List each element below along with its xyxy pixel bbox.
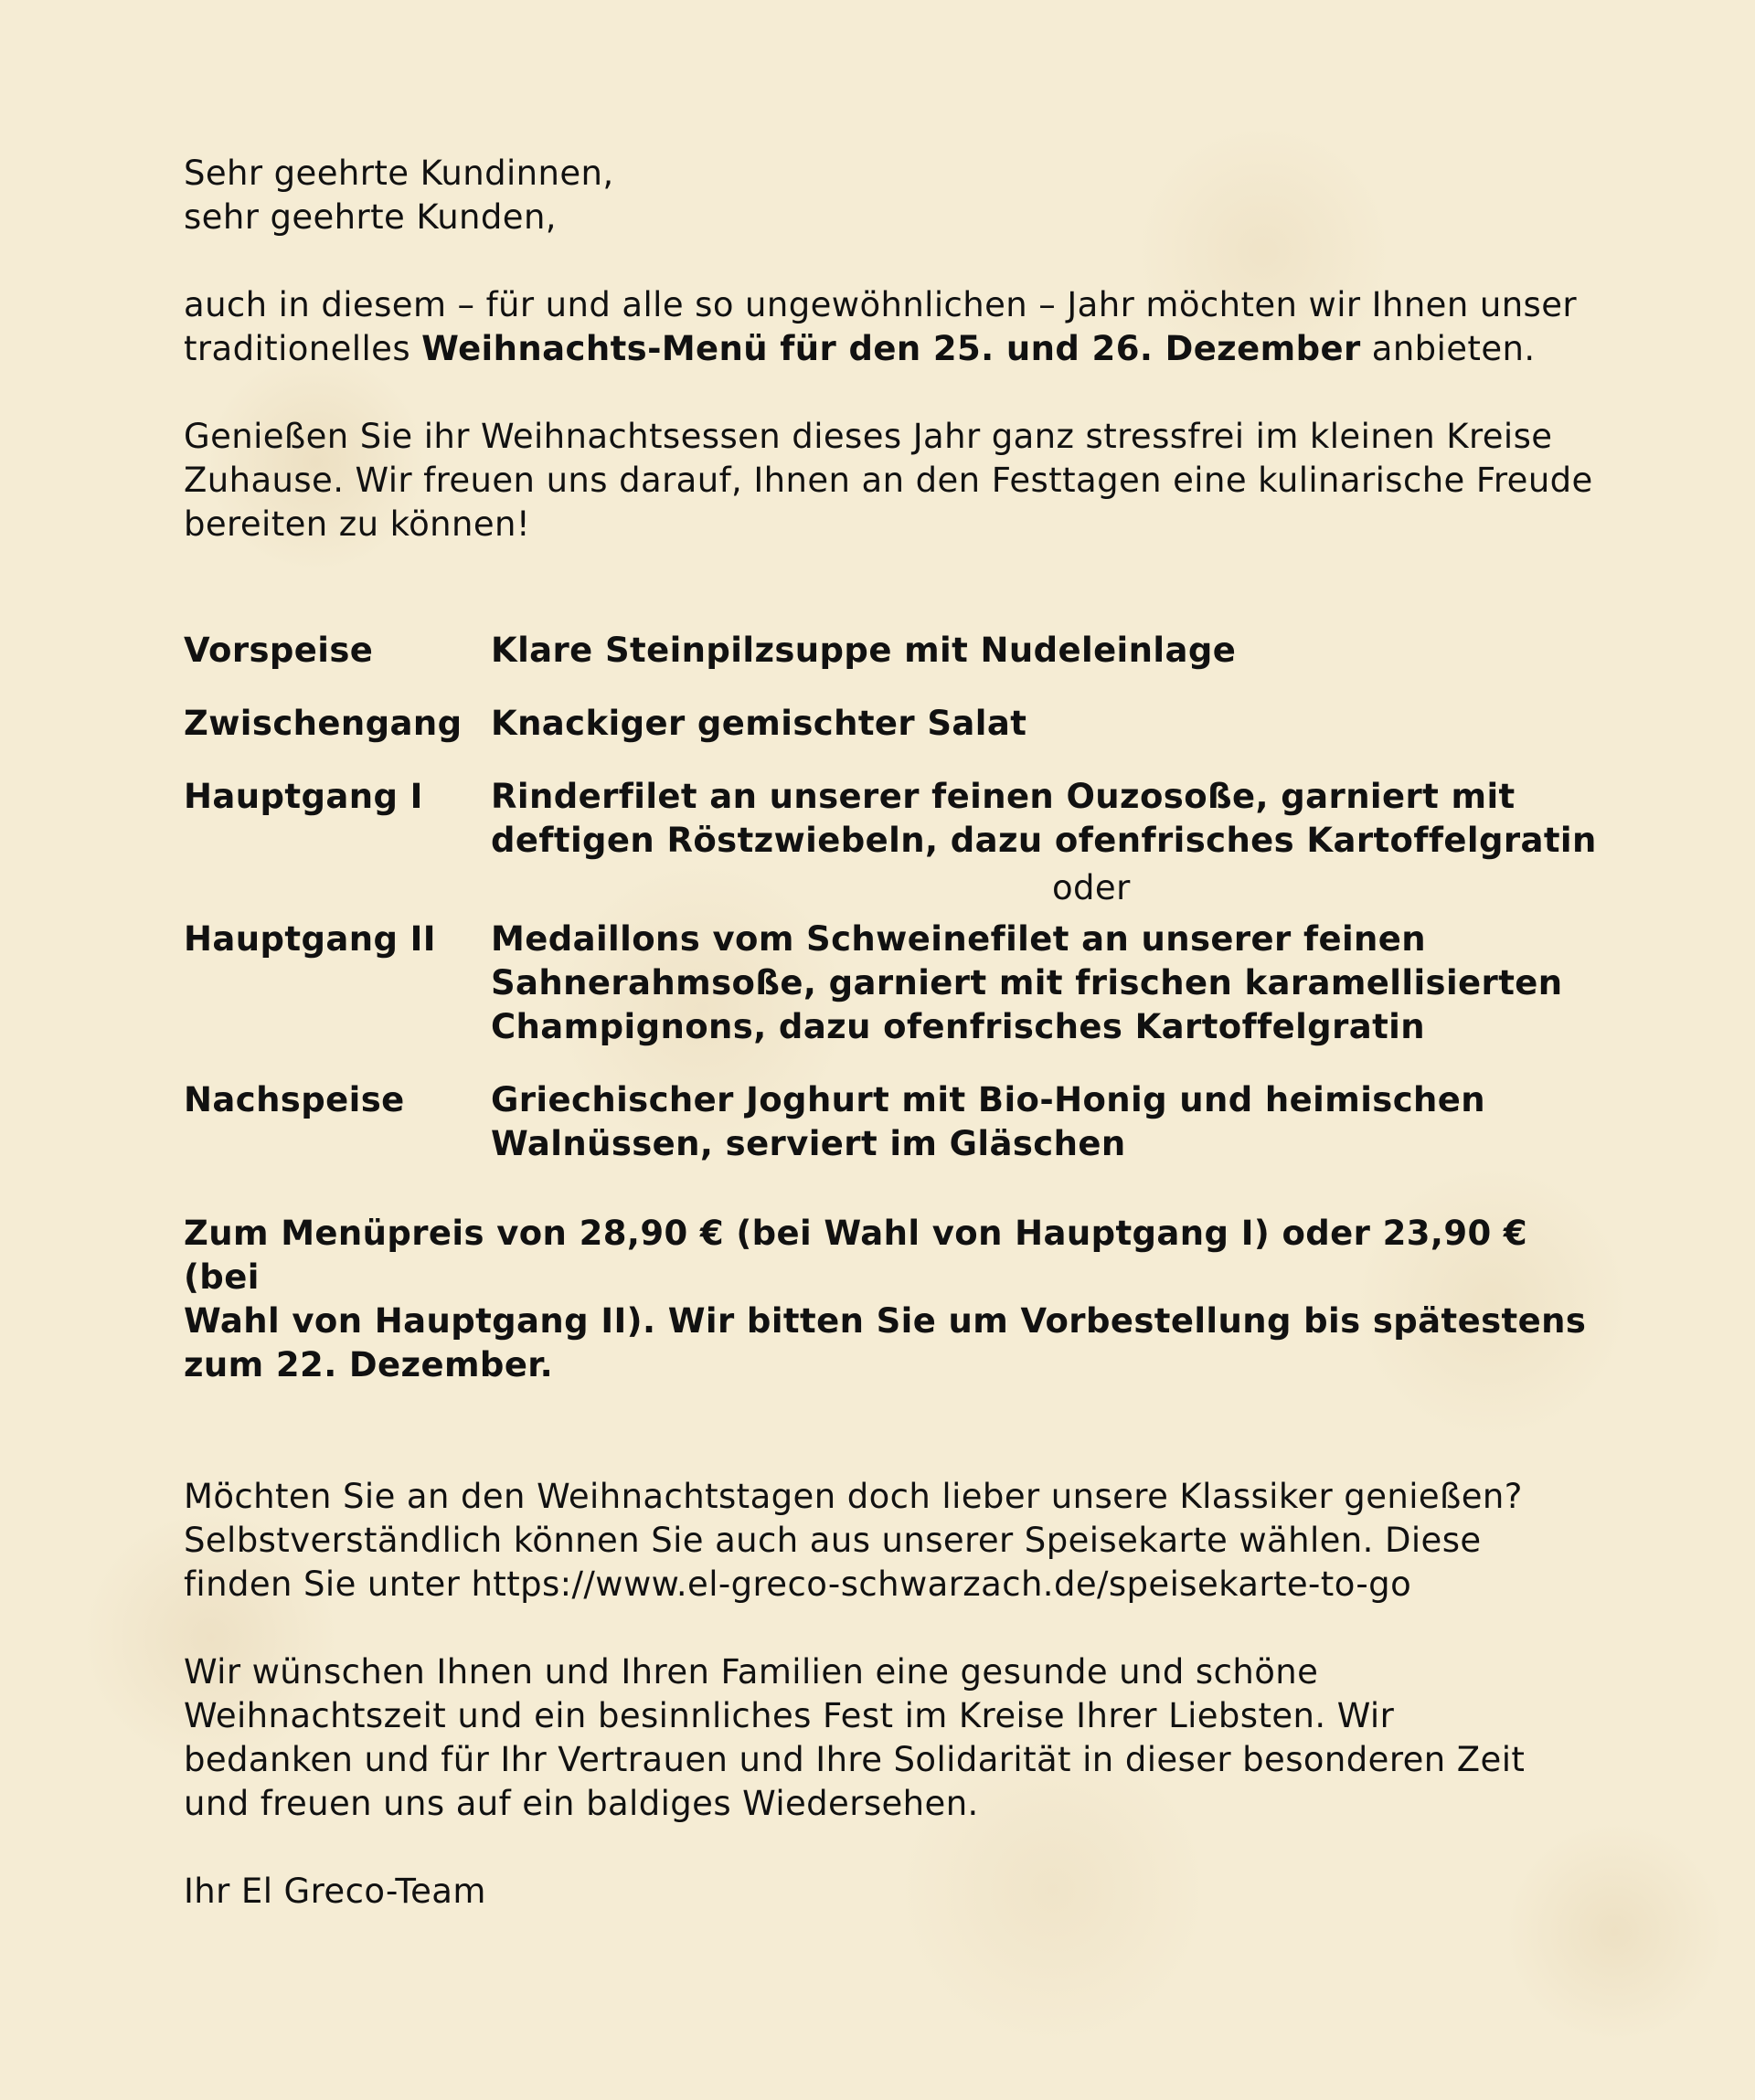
course-label: Vorspeise (184, 631, 374, 670)
dish-line: Rinderfilet an unserer feinen Ouzosoße, garniert mit (491, 777, 1516, 816)
intro-text-end: anbieten. (1360, 329, 1536, 368)
text-line: Wir wünschen Ihnen und Ihren Familien eine gesunde und schöne (184, 1652, 1319, 1692)
text-line: finden Sie unter https://www.el-greco-schwarzach.de/speisekarte-to-go (184, 1564, 1412, 1604)
menu-row-hauptgang-2 (184, 917, 1610, 1049)
menu-row-zwischengang (184, 702, 1610, 746)
course-label: Hauptgang I (184, 777, 423, 816)
menu-row-vorspeise (184, 629, 1610, 673)
greeting-line: Sehr geehrte Kundinnen, (184, 154, 614, 193)
text-line: Möchten Sie an den Weihnachtstagen doch lieber unsere Klassiker genießen? (184, 1477, 1523, 1516)
menu-or-separator: oder (1052, 868, 1131, 907)
dish-line: Medaillons vom Schweinefilet an unserer feinen (491, 919, 1427, 959)
intro-paragraph (184, 283, 1610, 371)
dish-line: Griechischer Joghurt mit Bio-Honig und heimischen (491, 1080, 1486, 1119)
course-label: Nachspeise (184, 1080, 405, 1119)
course-label: Hauptgang II (184, 919, 436, 959)
price-line: Wahl von Hauptgang II). Wir bitten Sie um Vorbestellung bis spätestens (184, 1301, 1587, 1341)
greeting-line: sehr geehrte Kunden, (184, 197, 557, 237)
greeting (184, 152, 1610, 239)
text-line: Selbstverständlich können Sie auch aus unserer Speisekarte wählen. Diese (184, 1521, 1482, 1560)
intro-text: auch in diesem – für und alle so ungewöhnlichen – Jahr möchten wir Ihnen unser traditionelles (184, 285, 1577, 368)
menu-price-note (184, 1212, 1610, 1387)
dish-line: deftigen Röstzwiebeln, dazu ofenfrisches Kartoffelgratin (491, 821, 1597, 860)
dish-line: Walnüssen, serviert im Gläschen (491, 1124, 1126, 1163)
dish-line: Sahnerahmsoße, garniert mit frischen karamellisierten (491, 963, 1563, 1002)
dish-description (491, 775, 1610, 863)
text-line: bedanken und für Ihr Vertrauen und Ihre Solidarität in dieser besonderen Zeit (184, 1740, 1526, 1779)
paragraph-wishes (184, 1650, 1610, 1826)
dish-line: Champignons, dazu ofenfrisches Kartoffelgratin (491, 1007, 1425, 1046)
paragraph-classics (184, 1475, 1610, 1607)
intro-highlight: Weihnachts-Menü für den 25. und 26. Dezember (421, 329, 1361, 368)
signature: Ihr El Greco-Team (184, 1872, 486, 1911)
course-label: Zwischengang (184, 704, 463, 743)
letter (184, 152, 1610, 1914)
paragraph-relax: Genießen Sie ihr Weihnachtsessen dieses Jahr ganz stressfrei im kleinen Kreise Zuhause. Wir freuen uns darauf, Ihnen an den Festtagen eine kulinarische Freude bereiten zu können! (184, 417, 1593, 544)
price-line: Zum Menüpreis von 28,90 € (bei Wahl von Hauptgang I) oder 23,90 € (bei (184, 1214, 1528, 1297)
text-line: und freuen uns auf ein baldiges Wiedersehen. (184, 1784, 979, 1823)
menu-row-nachspeise (184, 1078, 1610, 1166)
dish-description: Klare Steinpilzsuppe mit Nudeleinlage (491, 631, 1237, 670)
dish-description (491, 1078, 1610, 1166)
dish-description: Knackiger gemischter Salat (491, 704, 1027, 743)
christmas-menu (184, 629, 1610, 1166)
dish-description (491, 917, 1610, 1049)
text-line: Weihnachtszeit und ein besinnliches Fest im Kreise Ihrer Liebsten. Wir (184, 1696, 1395, 1735)
menu-row-hauptgang-1 (184, 775, 1610, 863)
price-line: zum 22. Dezember. (184, 1345, 554, 1384)
